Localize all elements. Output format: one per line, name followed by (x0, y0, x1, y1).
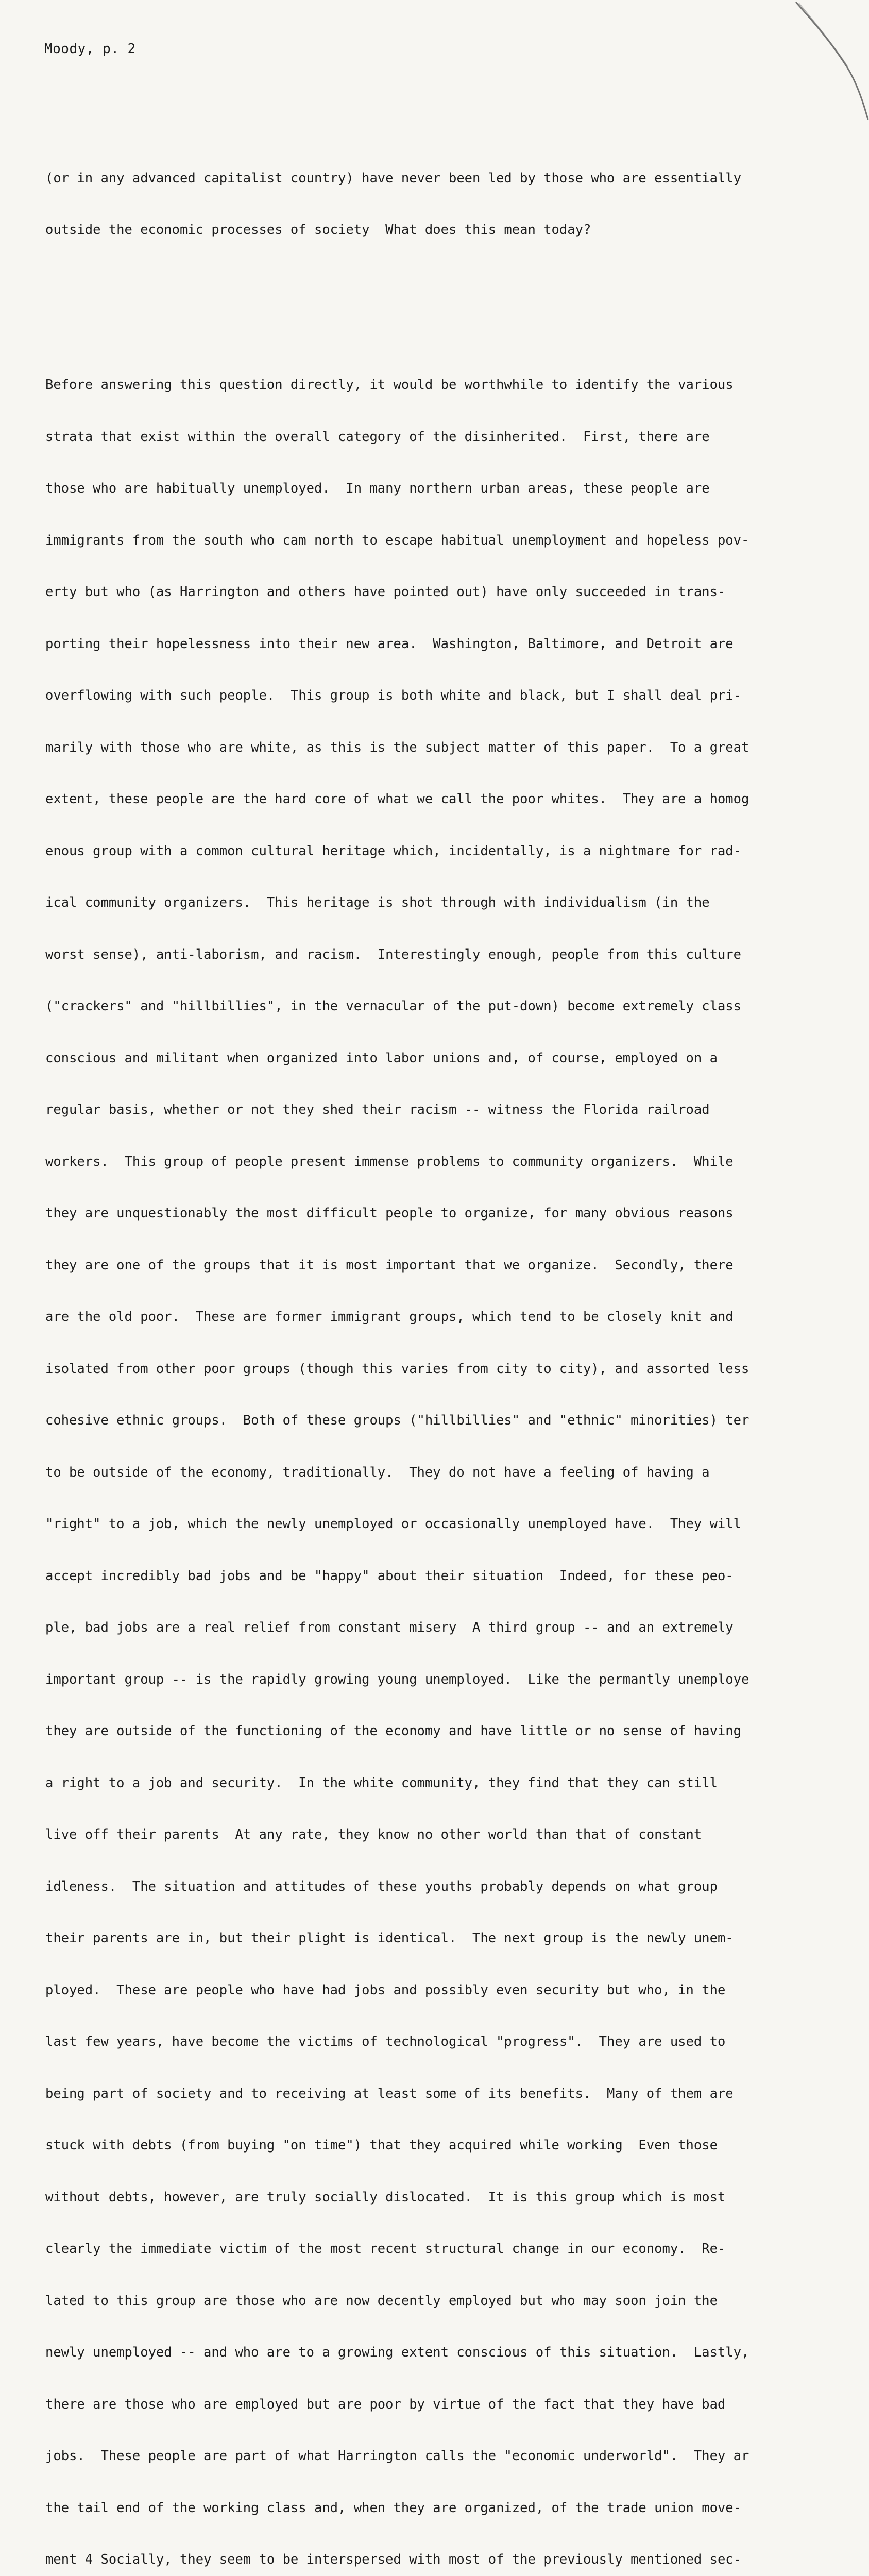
text-line: cohesive ethnic groups. Both of these groups ("hillbillies" and "ethnic" minorities) ter (45, 1413, 749, 1428)
text-line: clearly the immediate victim of the most recent structural change in our economy. Re- (45, 2241, 726, 2257)
text-line: worst sense), anti-laborism, and racism. Interestingly enough, people from this culture (45, 946, 742, 962)
text-line: to be outside of the economy, traditionally. They do not have a feeling of having a (45, 1464, 710, 1480)
text-line: outside the economic processes of society What does this mean today? (45, 222, 591, 238)
text-line: newly unemployed -- and who are to a growing extent conscious of this situation. Lastly, (45, 2345, 749, 2360)
text-line: porting their hopelessness into their new area. Washington, Baltimore, and Detroit are (45, 636, 734, 652)
text-line: are the old poor. These are former immigrant groups, which tend to be closely knit and (45, 1309, 734, 1325)
text-line: "right" to a job, which the newly unemployed or occasionally unemployed have. They will (45, 1516, 742, 1532)
text-line: ple, bad jobs are a real relief from constant misery A third group -- and an extremely (45, 1620, 734, 1635)
text-line: being part of society and to receiving at least some of its benefits. Many of them are (45, 2086, 734, 2102)
text-line: the tail end of the working class and, when they are organized, of the trade union move- (45, 2500, 742, 2516)
text-line: erty but who (as Harrington and others have pointed out) have only succeeded in trans- (45, 584, 726, 600)
text-line: they are unquestionably the most difficult people to organize, for many obvious reasons (45, 1206, 734, 1221)
text-line: enous group with a common cultural heritage which, incidentally, is a nightmare for rad- (45, 843, 742, 859)
text-line: regular basis, whether or not they shed their racism -- witness the Florida railroad (45, 1102, 710, 1117)
text-line: extent, these people are the hard core of what we call the poor whites. They are a homog (45, 791, 749, 807)
text-line: a right to a job and security. In the white community, they find that they can still (45, 1775, 718, 1791)
text-line: isolated from other poor groups (though this varies from city to city), and assorted less (45, 1361, 749, 1377)
text-line: they are one of the groups that it is most important that we organize. Secondly, there (45, 1257, 734, 1273)
text-line: ("crackers" and "hillbillies", in the vernacular of the put-down) become extremely class (45, 998, 742, 1014)
text-line: without debts, however, are truly socially dislocated. It is this group which is most (45, 2189, 726, 2205)
text-line: important group -- is the rapidly growing young unemployed. Like the permantly unemploye (45, 1671, 749, 1687)
text-line: (or in any advanced capitalist country) have never been led by those who are essentially (45, 170, 742, 186)
paragraph (45, 135, 839, 274)
text-line: live off their parents At any rate, they know no other world than that of constant (45, 1827, 702, 1842)
text-line: those who are habitually unemployed. In many northern urban areas, these people are (45, 481, 710, 496)
text-line: conscious and militant when organized into labor unions and, of course, employed on a (45, 1050, 718, 1066)
paragraph (45, 342, 839, 2576)
text-line: immigrants from the south who cam north to escape habitual unemployment and hopeless pov- (45, 532, 749, 548)
text-line: ployed. These are people who have had jobs and possibly even security but who, in the (45, 1982, 726, 1998)
text-line: Before answering this question directly, it would be worthwhile to identify the various (45, 377, 734, 393)
text-line: ical community organizers. This heritage is shot through with individualism (in the (45, 895, 710, 910)
text-line: last few years, have become the victims of technological "progress". They are used to (45, 2034, 726, 2049)
page-header: Moody, p. 2 (44, 41, 136, 57)
text-line: idleness. The situation and attitudes of these youths probably depends on what group (45, 1878, 718, 1894)
text-line: they are outside of the functioning of the economy and have little or no sense of having (45, 1723, 742, 1739)
text-line: strata that exist within the overall category of the disinherited. First, there are (45, 429, 710, 445)
text-line: lated to this group are those who are now decently employed but who may soon join the (45, 2293, 718, 2309)
text-line: there are those who are employed but are poor by virtue of the fact that they have bad (45, 2396, 726, 2412)
text-line: their parents are in, but their plight is identical. The next group is the newly unem- (45, 1930, 734, 1946)
text-line: marily with those who are white, as this is the subject matter of this paper. To a great (45, 739, 749, 755)
text-line: accept incredibly bad jobs and be "happy" about their situation Indeed, for these peo- (45, 1568, 734, 1584)
text-line: jobs. These people are part of what Harrington calls the "economic underworld". They ar (45, 2448, 749, 2464)
text-line: workers. This group of people present immense problems to community organizers. While (45, 1154, 734, 1170)
body-text (45, 83, 839, 2576)
text-line: overflowing with such people. This group is both white and black, but I shall deal pri- (45, 688, 742, 703)
text-line: stuck with debts (from buying "on time") that they acquired while working Even those (45, 2138, 718, 2153)
text-line: ment 4 Socially, they seem to be interspersed with most of the previously mentioned sec- (45, 2552, 742, 2567)
